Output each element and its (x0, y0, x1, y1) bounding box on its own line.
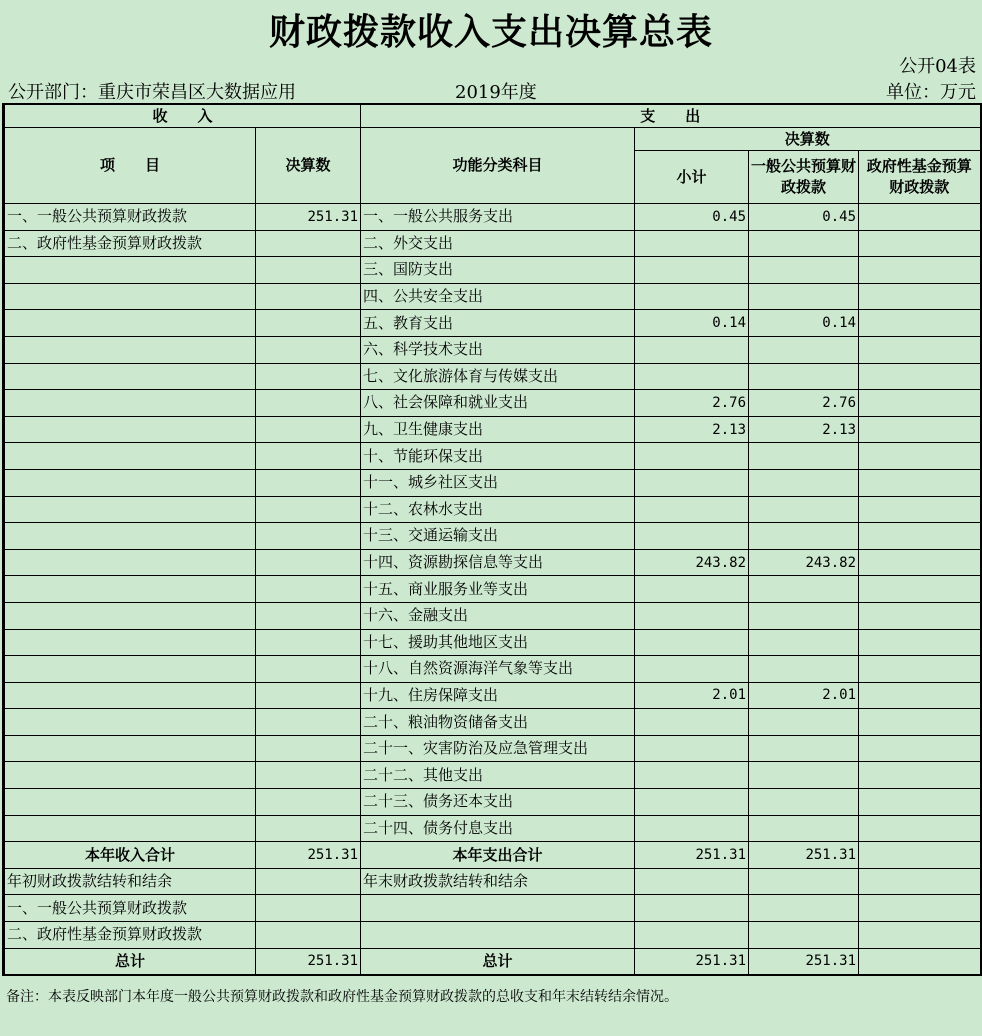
income-item-cell (4, 709, 256, 736)
subtotal-cell: 2.13 (635, 416, 749, 443)
table-row (4, 496, 981, 523)
income-amount-cell (256, 735, 361, 762)
income-amount-cell (256, 922, 361, 949)
income-amount-cell (256, 230, 361, 257)
fiscal-year: 2019年度 (455, 82, 537, 103)
income-item-cell (4, 656, 256, 683)
expenditure-total-label: 本年支出合计 (361, 842, 635, 869)
subtotal-cell: 243.82 (635, 549, 749, 576)
table-row (4, 283, 981, 310)
table-row (4, 416, 981, 443)
income-item-cell (4, 283, 256, 310)
gov-fund-cell (859, 390, 981, 417)
gov-fund-cell (859, 496, 981, 523)
subtotal-cell: 0.14 (635, 310, 749, 337)
expenditure-item-cell: 四、公共安全支出 (361, 283, 635, 310)
income-item-cell (4, 363, 256, 390)
expenditure-item-cell: 十、节能环保支出 (361, 443, 635, 470)
expenditure-total-fund (859, 842, 981, 869)
expenditure-item-cell: 二十二、其他支出 (361, 762, 635, 789)
expenditure-item-cell: 九、卫生健康支出 (361, 416, 635, 443)
expenditure-item-cell: 二十、粮油物资储备支出 (361, 709, 635, 736)
general-budget-cell (749, 496, 859, 523)
general-budget-cell (749, 709, 859, 736)
subtotal-cell (635, 762, 749, 789)
subtotal-cell (635, 735, 749, 762)
subtotal-cell: 2.01 (635, 682, 749, 709)
general-budget-cell (749, 789, 859, 816)
general-budget-cell: 2.76 (749, 390, 859, 417)
table-row (4, 310, 981, 337)
table-row (4, 443, 981, 470)
department-label: 公开部门：重庆市荣昌区大数据应用 (8, 82, 296, 103)
gov-fund-cell (859, 709, 981, 736)
table-row (4, 922, 981, 949)
subtotal-cell: 2.76 (635, 390, 749, 417)
grand-total-general: 251.31 (749, 948, 859, 975)
table-row (4, 868, 981, 895)
income-amount-cell (256, 523, 361, 550)
subtotal-cell (635, 336, 749, 363)
income-amount-cell (256, 283, 361, 310)
expenditure-item-cell: 八、社会保障和就业支出 (361, 390, 635, 417)
table-row (4, 469, 981, 496)
income-item-cell: 一、一般公共预算财政拨款 (4, 895, 256, 922)
expenditure-total-general: 251.31 (749, 842, 859, 869)
income-amount-cell (256, 576, 361, 603)
income-item-cell (4, 789, 256, 816)
gov-fund-cell (859, 336, 981, 363)
expenditure-item-cell: 十四、资源勘探信息等支出 (361, 549, 635, 576)
gov-fund-cell (859, 629, 981, 656)
general-budget-cell (749, 469, 859, 496)
gov-fund-cell (859, 310, 981, 337)
subtotal-cell: 0.45 (635, 204, 749, 231)
income-item-cell (4, 762, 256, 789)
gov-fund-cell (859, 922, 981, 949)
general-budget-cell (749, 762, 859, 789)
expenditure-item-cell: 十九、住房保障支出 (361, 682, 635, 709)
subtotal-cell (635, 257, 749, 284)
table-row (4, 762, 981, 789)
gov-fund-cell (859, 682, 981, 709)
general-budget-cell: 2.13 (749, 416, 859, 443)
income-item-cell: 年初财政拨款结转和结余 (4, 868, 256, 895)
gov-fund-cell (859, 443, 981, 470)
general-budget-cell (749, 443, 859, 470)
expenditure-item-cell: 六、科学技术支出 (361, 336, 635, 363)
general-budget-cell (749, 815, 859, 842)
subtotal-cell (635, 868, 749, 895)
grand-total-fund (859, 948, 981, 975)
gov-fund-cell (859, 257, 981, 284)
general-budget-cell (749, 602, 859, 629)
income-amount-cell (256, 789, 361, 816)
general-budget-cell (749, 230, 859, 257)
expenditure-item-cell: 十一、城乡社区支出 (361, 469, 635, 496)
grand-total-subtotal: 251.31 (635, 948, 749, 975)
page-title: 财政拨款收入支出决算总表 (268, 12, 713, 53)
gov-fund-cell (859, 762, 981, 789)
table-row (4, 257, 981, 284)
expenditure-item-cell: 二、外交支出 (361, 230, 635, 257)
table-row (4, 523, 981, 550)
income-amount-cell (256, 416, 361, 443)
subtotal-cell (635, 496, 749, 523)
income-amount-cell (256, 868, 361, 895)
table-row (4, 549, 981, 576)
expenditure-item-cell: 五、教育支出 (361, 310, 635, 337)
income-amount-cell (256, 336, 361, 363)
income-amount-cell (256, 682, 361, 709)
income-item-cell (4, 602, 256, 629)
amount-header: 决算数 (256, 128, 361, 204)
income-item-cell (4, 549, 256, 576)
subtotal-header: 小计 (635, 151, 749, 204)
gov-fund-cell (859, 576, 981, 603)
income-amount-cell (256, 363, 361, 390)
general-budget-cell: 0.14 (749, 310, 859, 337)
expenditure-item-cell: 十三、交通运输支出 (361, 523, 635, 550)
general-budget-cell (749, 363, 859, 390)
subtotal-cell (635, 230, 749, 257)
general-budget-header: 一般公共预算财政拨款 (749, 151, 859, 204)
subtotal-cell (635, 895, 749, 922)
general-budget-cell: 243.82 (749, 549, 859, 576)
gov-fund-cell (859, 469, 981, 496)
income-amount-cell (256, 656, 361, 683)
general-budget-cell (749, 629, 859, 656)
gov-fund-cell (859, 204, 981, 231)
income-header: 收 入 (4, 104, 361, 128)
table-row (4, 629, 981, 656)
general-budget-cell: 2.01 (749, 682, 859, 709)
expenditure-item-cell: 二十三、债务还本支出 (361, 789, 635, 816)
gov-fund-cell (859, 815, 981, 842)
income-item-cell (4, 390, 256, 417)
grand-total-income-amount: 251.31 (256, 948, 361, 975)
income-amount-cell (256, 549, 361, 576)
subtotal-cell (635, 922, 749, 949)
income-item-cell (4, 496, 256, 523)
expenditure-item-cell: 年末财政拨款结转和结余 (361, 868, 635, 895)
income-amount-cell (256, 602, 361, 629)
income-item-cell: 一、一般公共预算财政拨款 (4, 204, 256, 231)
income-amount-cell (256, 469, 361, 496)
general-budget-cell (749, 922, 859, 949)
general-budget-cell (749, 257, 859, 284)
gov-fund-cell (859, 363, 981, 390)
gov-fund-cell (859, 656, 981, 683)
income-item-cell (4, 469, 256, 496)
table-row (4, 815, 981, 842)
gov-fund-header: 政府性基金预算财政拨款 (859, 151, 981, 204)
general-budget-cell (749, 735, 859, 762)
income-item-cell (4, 576, 256, 603)
item-header: 项 目 (4, 128, 256, 204)
grand-total-expenditure-label: 总计 (361, 948, 635, 975)
income-amount-cell (256, 762, 361, 789)
subtotal-cell (635, 363, 749, 390)
gov-fund-cell (859, 283, 981, 310)
expenditure-item-cell (361, 895, 635, 922)
gov-fund-cell (859, 523, 981, 550)
expenditure-item-cell: 七、文化旅游体育与传媒支出 (361, 363, 635, 390)
subtotal-cell (635, 523, 749, 550)
subtotal-cell (635, 602, 749, 629)
expenditure-item-cell: 三、国防支出 (361, 257, 635, 284)
expenditure-item-cell: 十七、援助其他地区支出 (361, 629, 635, 656)
general-budget-cell (749, 283, 859, 310)
income-amount-cell (256, 629, 361, 656)
table-row (4, 576, 981, 603)
table-row (4, 735, 981, 762)
footnote: 备注：本表反映部门本年度一般公共预算财政拨款和政府性基金预算财政拨款的总收支和年末结转结余情况。 (6, 989, 678, 1005)
income-item-cell (4, 257, 256, 284)
income-item-cell (4, 336, 256, 363)
gov-fund-cell (859, 602, 981, 629)
income-amount-cell (256, 310, 361, 337)
table-row (4, 656, 981, 683)
general-budget-cell: 0.45 (749, 204, 859, 231)
final-amount-header: 决算数 (635, 128, 981, 151)
gov-fund-cell (859, 868, 981, 895)
unit-label: 单位：万元 (886, 82, 976, 103)
table-row (4, 363, 981, 390)
expenditure-item-cell: 二十四、债务付息支出 (361, 815, 635, 842)
grand-total-income-label: 总计 (4, 948, 256, 975)
subtotal-cell (635, 469, 749, 496)
subtotal-cell (635, 629, 749, 656)
gov-fund-cell (859, 789, 981, 816)
total-row (4, 842, 981, 869)
subtotal-cell (635, 443, 749, 470)
general-budget-cell (749, 576, 859, 603)
grand-total-row (4, 948, 981, 975)
gov-fund-cell (859, 230, 981, 257)
table-row (4, 390, 981, 417)
income-total-amount: 251.31 (256, 842, 361, 869)
subtotal-cell (635, 283, 749, 310)
expenditure-item-cell: 二十一、灾害防治及应急管理支出 (361, 735, 635, 762)
general-budget-cell (749, 868, 859, 895)
expenditure-item-cell: 十五、商业服务业等支出 (361, 576, 635, 603)
general-budget-cell (749, 336, 859, 363)
income-item-cell: 二、政府性基金预算财政拨款 (4, 922, 256, 949)
table-row (4, 336, 981, 363)
income-item-cell (4, 629, 256, 656)
table-row (4, 204, 981, 231)
subtotal-cell (635, 789, 749, 816)
income-amount-cell (256, 390, 361, 417)
function-category-header: 功能分类科目 (361, 128, 635, 204)
form-number: 公开04表 (899, 56, 976, 77)
income-amount-cell (256, 895, 361, 922)
gov-fund-cell (859, 735, 981, 762)
expenditure-total-subtotal: 251.31 (635, 842, 749, 869)
income-total-label: 本年收入合计 (4, 842, 256, 869)
expenditure-item-cell (361, 922, 635, 949)
income-item-cell (4, 443, 256, 470)
table-row (4, 709, 981, 736)
gov-fund-cell (859, 549, 981, 576)
table-row (4, 230, 981, 257)
general-budget-cell (749, 895, 859, 922)
income-amount-cell (256, 443, 361, 470)
expenditure-header: 支 出 (361, 104, 981, 128)
table-row (4, 602, 981, 629)
general-budget-cell (749, 523, 859, 550)
income-amount-cell (256, 815, 361, 842)
table-row (4, 682, 981, 709)
subtotal-cell (635, 656, 749, 683)
table-row (4, 789, 981, 816)
expenditure-item-cell: 十二、农林水支出 (361, 496, 635, 523)
gov-fund-cell (859, 416, 981, 443)
table-row (4, 895, 981, 922)
income-amount-cell (256, 496, 361, 523)
general-budget-cell (749, 656, 859, 683)
income-item-cell (4, 523, 256, 550)
income-item-cell (4, 735, 256, 762)
subtotal-cell (635, 576, 749, 603)
income-item-cell (4, 815, 256, 842)
income-item-cell (4, 416, 256, 443)
income-amount-cell (256, 709, 361, 736)
budget-table (2, 103, 982, 976)
subtotal-cell (635, 709, 749, 736)
income-item-cell (4, 310, 256, 337)
expenditure-item-cell: 十六、金融支出 (361, 602, 635, 629)
gov-fund-cell (859, 895, 981, 922)
expenditure-item-cell: 一、一般公共服务支出 (361, 204, 635, 231)
income-amount-cell (256, 257, 361, 284)
income-item-cell (4, 682, 256, 709)
income-amount-cell: 251.31 (256, 204, 361, 231)
subtotal-cell (635, 815, 749, 842)
expenditure-item-cell: 十八、自然资源海洋气象等支出 (361, 656, 635, 683)
income-item-cell: 二、政府性基金预算财政拨款 (4, 230, 256, 257)
